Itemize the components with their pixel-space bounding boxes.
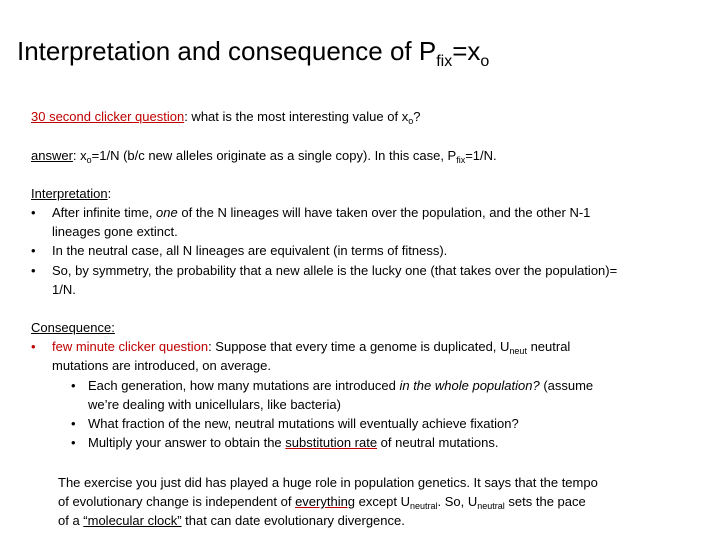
consequence-subitem-1: Each generation, how many mutations are introduced in the whole population? (assume [88,378,594,393]
consequence-subitem-3: Multiply your answer to obtain the substitution rate of neutral mutations. [88,435,499,450]
bullet-icon: • [31,243,36,258]
consequence-subitem-2: What fraction of the new, neutral mutations will eventually achieve fixation? [88,416,519,431]
slide-title: Interpretation and consequence of $P_{fix}=x_o$ [17,36,490,70]
closing-line-2: of evolutionary change is independent of everything except $U_{neutral}$. So, $U_{neutral}$ sets the pace [58,494,586,511]
interpretation-item-1: After infinite time, one of the N lineages will have taken over the population, and the other N-1 [52,205,591,220]
closing-line-1: The exercise you just did has played a huge role in population genetics. It says that the tempo [58,475,598,490]
bullet-icon: • [31,339,36,354]
consequence-heading: Consequence: [31,320,115,335]
interpretation-item-1-cont: lineages gone extinct. [52,224,178,239]
closing-line-3: of a “molecular clock” that can date evolutionary divergence. [58,513,405,528]
clicker-label: 30 second clicker question [31,109,185,124]
bullet-icon: • [71,435,76,450]
consequence-subitem-1-cont: we’re dealing with unicellulars, like bacteria) [88,397,341,412]
bullet-icon: • [31,263,36,278]
interpretation-heading: Interpretation: [31,186,112,201]
bullet-icon: • [71,416,76,431]
bullet-icon: • [71,378,76,393]
clicker-question-few-min-cont: mutations are introduced, on average. [52,358,271,373]
clicker-question-few-min: few minute clicker question: Suppose that every time a genome is duplicated, $U_{neut}$ neutral [52,339,571,356]
clicker-question-30s: 30 second clicker question: what is the most interesting value of $x_o$? [31,109,421,126]
answer-line: answer: $x_o=1/N$ (b/c new alleles originate as a single copy). In this case, $P_{fix}=1/N$. [31,148,497,165]
interpretation-item-2: In the neutral case, all N lineages are equivalent (in terms of fitness). [52,243,448,258]
interpretation-item-3: So, by symmetry, the probability that a new allele is the lucky one (that takes over the population)= [52,263,618,278]
bullet-icon: • [31,205,36,220]
interpretation-item-3-cont: 1/N. [52,282,76,297]
